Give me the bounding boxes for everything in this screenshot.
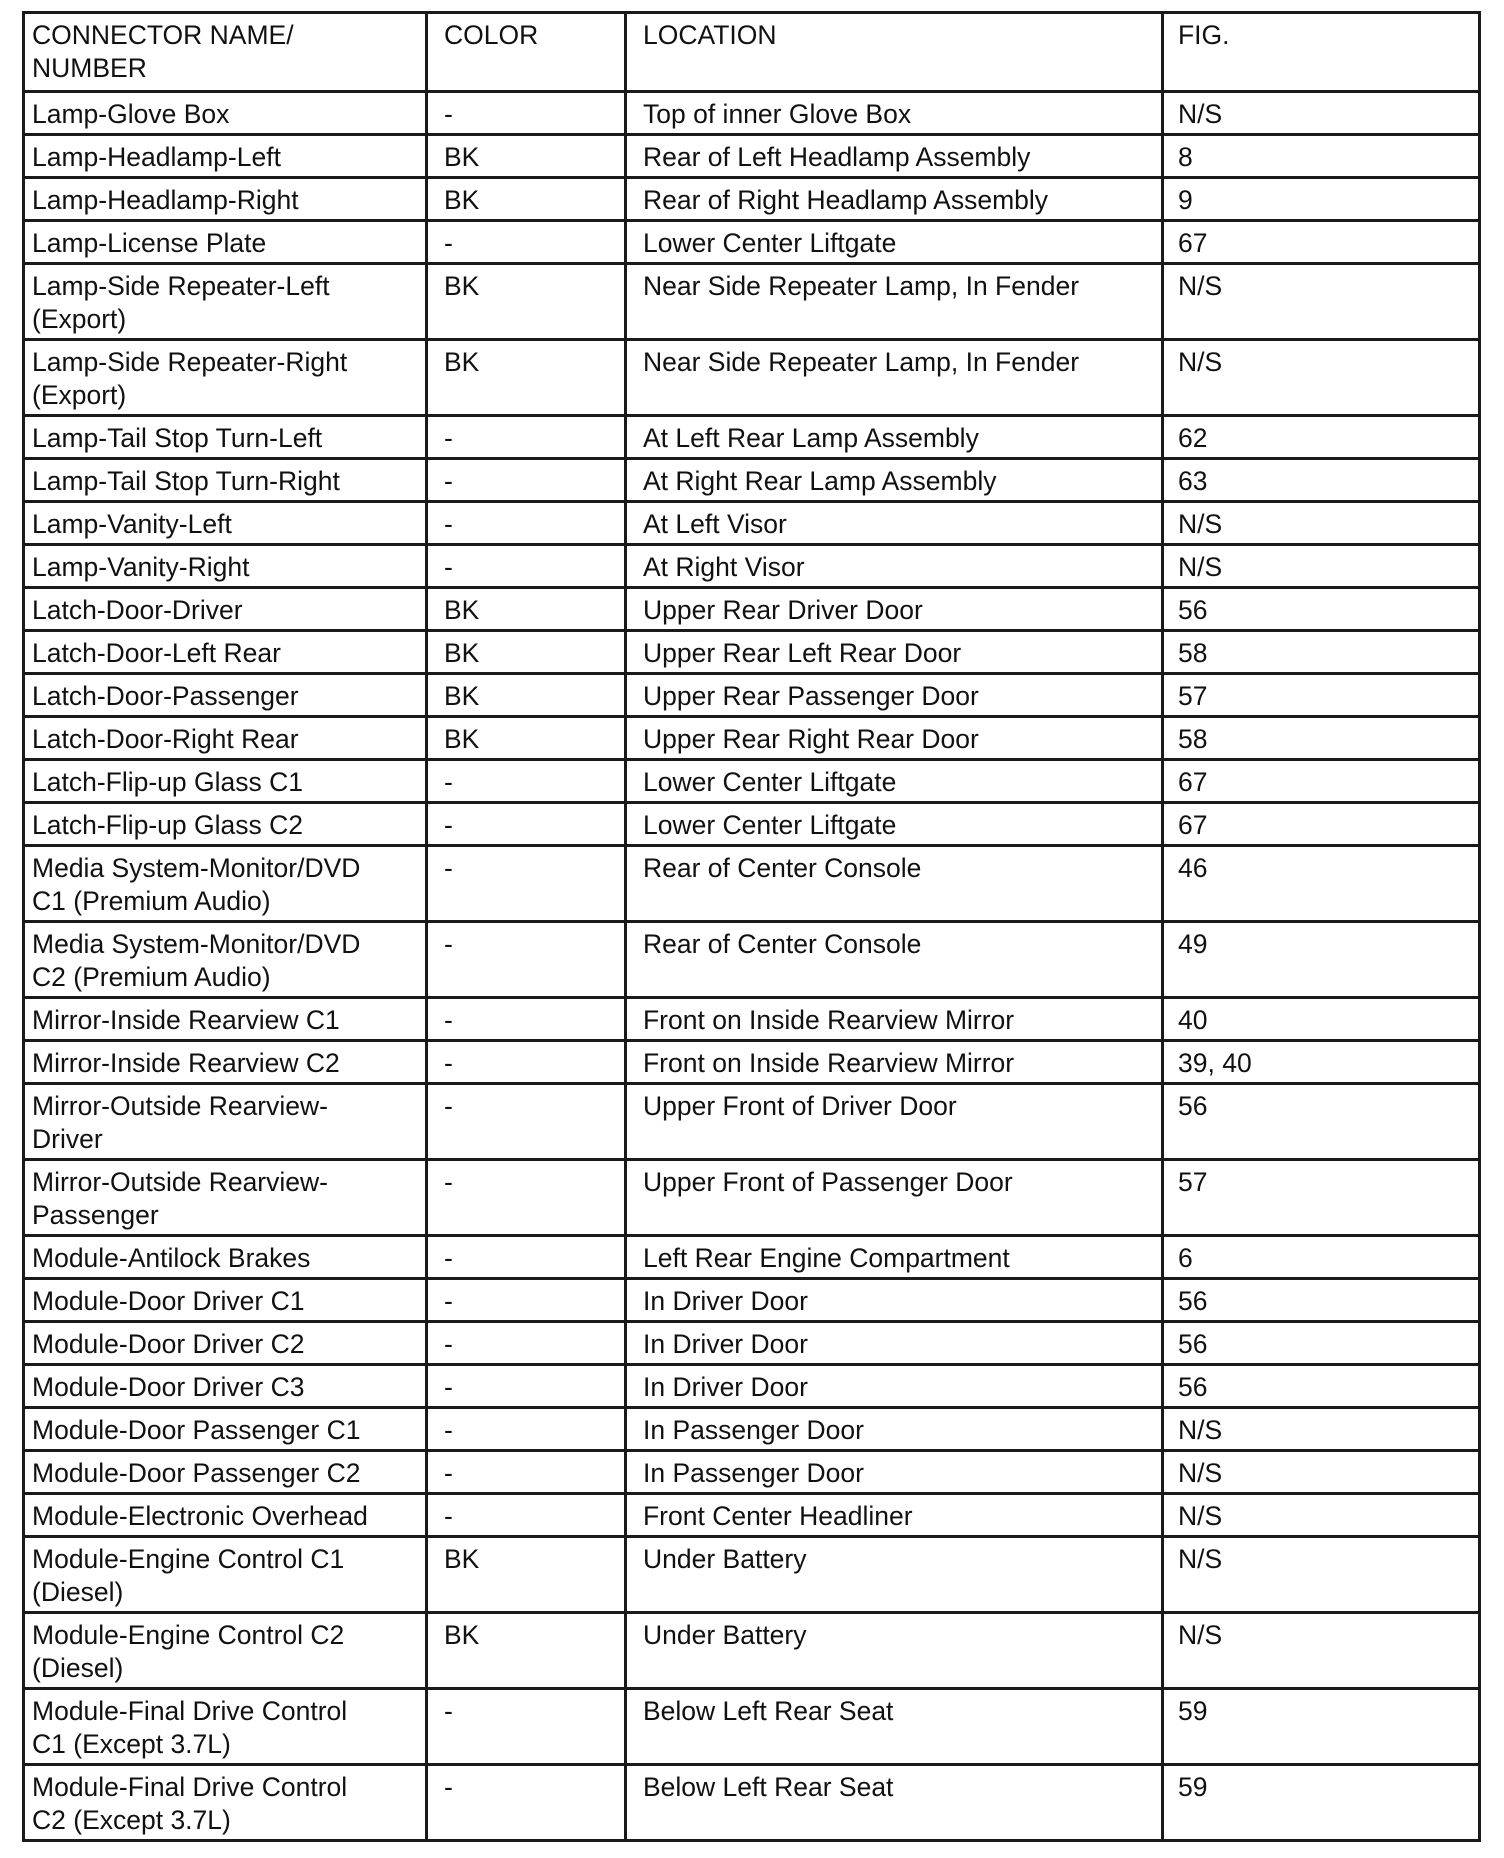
connector-name-cell (24, 717, 427, 760)
connector-fig: 62 (1163, 416, 1480, 459)
connector-color: BK (427, 631, 626, 674)
connector-location: In Driver Door (626, 1322, 1163, 1365)
table-row (24, 846, 1480, 922)
connector-fig: N/S (1163, 545, 1480, 588)
connector-name-cell (24, 1084, 427, 1160)
connector-name-cell (24, 416, 427, 459)
table-row (24, 545, 1480, 588)
connector-name-cell (24, 545, 427, 588)
table-row (24, 1322, 1480, 1365)
connector-name: Module-Door Passenger C1 (32, 1415, 361, 1445)
connector-fig: N/S (1163, 1494, 1480, 1537)
connector-fig: N/S (1163, 92, 1480, 135)
connector-name: Lamp-Vanity-Left (32, 509, 232, 539)
table-row (24, 1765, 1480, 1841)
table-row (24, 588, 1480, 631)
connector-color: - (427, 998, 626, 1041)
connector-name: Module-Door Driver C3 (32, 1372, 305, 1402)
connector-fig: 59 (1163, 1689, 1480, 1765)
connector-location: Upper Rear Driver Door (626, 588, 1163, 631)
connector-location: Upper Rear Right Rear Door (626, 717, 1163, 760)
connector-name-continued: (Export) (32, 304, 127, 334)
connector-name-cell (24, 1494, 427, 1537)
connector-color: BK (427, 178, 626, 221)
connector-fig: N/S (1163, 1613, 1480, 1689)
connector-name: Latch-Door-Driver (32, 595, 243, 625)
connector-location: Upper Rear Passenger Door (626, 674, 1163, 717)
connector-location: Near Side Repeater Lamp, In Fender (626, 264, 1163, 340)
connector-location: Under Battery (626, 1537, 1163, 1613)
connector-color: - (427, 1160, 626, 1236)
connector-name: Lamp-Side Repeater-Right (32, 347, 348, 377)
connector-name: Module-Final Drive Control (32, 1772, 348, 1802)
table-row (24, 674, 1480, 717)
header-row (24, 13, 1480, 92)
connector-location: Lower Center Liftgate (626, 760, 1163, 803)
connector-name-cell (24, 1160, 427, 1236)
connector-color: - (427, 1322, 626, 1365)
connector-name: Lamp-Side Repeater-Left (32, 271, 330, 301)
table-row (24, 1613, 1480, 1689)
connector-name-cell (24, 588, 427, 631)
connector-name: Latch-Door-Left Rear (32, 638, 281, 668)
connector-color: - (427, 1236, 626, 1279)
connector-name-cell (24, 1408, 427, 1451)
connector-name-cell (24, 340, 427, 416)
header-fig: FIG. (1163, 13, 1480, 92)
connector-fig: N/S (1163, 340, 1480, 416)
connector-name: Latch-Flip-up Glass C2 (32, 810, 303, 840)
connector-name-cell (24, 1365, 427, 1408)
connector-name: Module-Door Passenger C2 (32, 1458, 361, 1488)
table-row (24, 459, 1480, 502)
connector-name: Mirror-Outside Rearview- (32, 1167, 328, 1197)
table-row (24, 1084, 1480, 1160)
connector-name-cell (24, 1765, 427, 1841)
connector-fig: 63 (1163, 459, 1480, 502)
connector-name-cell (24, 135, 427, 178)
connector-fig: 59 (1163, 1765, 1480, 1841)
connector-fig: 67 (1163, 803, 1480, 846)
connector-name-continued: C2 (Except 3.7L) (32, 1805, 231, 1835)
connector-color: - (427, 416, 626, 459)
connector-name-continued: (Diesel) (32, 1653, 124, 1683)
connector-color: BK (427, 588, 626, 631)
connector-fig: 39, 40 (1163, 1041, 1480, 1084)
connector-location: At Right Rear Lamp Assembly (626, 459, 1163, 502)
connector-name: Mirror-Inside Rearview C1 (32, 1005, 340, 1035)
connector-name-cell (24, 178, 427, 221)
connector-name: Module-Electronic Overhead (32, 1501, 368, 1531)
table-row (24, 1537, 1480, 1613)
connector-name: Latch-Flip-up Glass C1 (32, 767, 303, 797)
connector-name: Module-Final Drive Control (32, 1696, 348, 1726)
connector-color: BK (427, 264, 626, 340)
table-row (24, 803, 1480, 846)
connector-name-cell (24, 631, 427, 674)
connector-fig: 56 (1163, 1322, 1480, 1365)
header-name-line1: CONNECTOR NAME/ (32, 20, 294, 50)
connector-name: Lamp-Glove Box (32, 99, 230, 129)
connector-color: - (427, 1279, 626, 1322)
connector-location: Front on Inside Rearview Mirror (626, 1041, 1163, 1084)
connector-name: Lamp-License Plate (32, 228, 267, 258)
connector-name-cell (24, 922, 427, 998)
connector-color: - (427, 502, 626, 545)
table-row (24, 1160, 1480, 1236)
connector-location: Rear of Left Headlamp Assembly (626, 135, 1163, 178)
connector-name-cell (24, 1322, 427, 1365)
connector-location: Rear of Center Console (626, 922, 1163, 998)
connector-name-continued: C2 (Premium Audio) (32, 962, 271, 992)
connector-name-cell (24, 264, 427, 340)
connector-fig: 67 (1163, 221, 1480, 264)
connector-location: In Passenger Door (626, 1408, 1163, 1451)
connector-location: In Driver Door (626, 1279, 1163, 1322)
connector-color: - (427, 803, 626, 846)
connector-name-continued: C1 (Premium Audio) (32, 886, 271, 916)
connector-name-cell (24, 1689, 427, 1765)
connector-name: Latch-Door-Right Rear (32, 724, 299, 754)
connector-location: At Left Rear Lamp Assembly (626, 416, 1163, 459)
connector-fig: N/S (1163, 1537, 1480, 1613)
connector-location: Below Left Rear Seat (626, 1689, 1163, 1765)
connector-fig: 8 (1163, 135, 1480, 178)
connector-color: - (427, 459, 626, 502)
connector-location: Upper Front of Passenger Door (626, 1160, 1163, 1236)
connector-name-cell (24, 1041, 427, 1084)
connector-fig: 67 (1163, 760, 1480, 803)
table-row (24, 1236, 1480, 1279)
table-row (24, 1689, 1480, 1765)
connector-fig: 58 (1163, 631, 1480, 674)
connector-name: Lamp-Headlamp-Right (32, 185, 299, 215)
connector-fig: 57 (1163, 674, 1480, 717)
connector-location: Rear of Right Headlamp Assembly (626, 178, 1163, 221)
table-row (24, 1279, 1480, 1322)
table-row (24, 264, 1480, 340)
header-location: LOCATION (626, 13, 1163, 92)
connector-name: Module-Engine Control C2 (32, 1620, 345, 1650)
header-connector-name (24, 13, 427, 92)
connector-name-continued: (Export) (32, 380, 127, 410)
connector-name-cell (24, 998, 427, 1041)
connector-color: BK (427, 1537, 626, 1613)
connector-color: - (427, 1084, 626, 1160)
connector-name-cell (24, 1613, 427, 1689)
connector-location: Below Left Rear Seat (626, 1765, 1163, 1841)
connector-fig: 58 (1163, 717, 1480, 760)
connector-color: - (427, 760, 626, 803)
connector-color: - (427, 1494, 626, 1537)
connector-color: - (427, 1689, 626, 1765)
connector-location: Upper Front of Driver Door (626, 1084, 1163, 1160)
connector-name-cell (24, 92, 427, 135)
connector-name: Latch-Door-Passenger (32, 681, 299, 711)
table-row (24, 760, 1480, 803)
connector-name-cell (24, 1537, 427, 1613)
connector-name-cell (24, 674, 427, 717)
connector-name: Media System-Monitor/DVD (32, 929, 361, 959)
table-row (24, 1041, 1480, 1084)
connector-name: Module-Door Driver C2 (32, 1329, 305, 1359)
connector-location: At Right Visor (626, 545, 1163, 588)
connector-color: - (427, 1451, 626, 1494)
connector-location: Lower Center Liftgate (626, 221, 1163, 264)
connector-fig: 6 (1163, 1236, 1480, 1279)
connector-color: - (427, 1365, 626, 1408)
connector-name-continued: Driver (32, 1124, 103, 1154)
connector-color: BK (427, 135, 626, 178)
connector-location: Top of inner Glove Box (626, 92, 1163, 135)
table-row (24, 717, 1480, 760)
connector-name-continued: Passenger (32, 1200, 159, 1230)
table-row (24, 1451, 1480, 1494)
table-row (24, 92, 1480, 135)
connector-name-cell (24, 1236, 427, 1279)
connector-fig: 9 (1163, 178, 1480, 221)
table-row (24, 340, 1480, 416)
connector-name-cell (24, 803, 427, 846)
connector-fig: 56 (1163, 1084, 1480, 1160)
connector-name: Mirror-Inside Rearview C2 (32, 1048, 340, 1078)
connector-location: Front Center Headliner (626, 1494, 1163, 1537)
table-row (24, 1494, 1480, 1537)
table-row (24, 502, 1480, 545)
connector-color: - (427, 922, 626, 998)
connector-location: At Left Visor (626, 502, 1163, 545)
table-row (24, 1365, 1480, 1408)
connector-color: - (427, 1408, 626, 1451)
connector-name-cell (24, 760, 427, 803)
connector-color: - (427, 92, 626, 135)
header-name-line2: NUMBER (32, 53, 147, 83)
connector-color: BK (427, 340, 626, 416)
connector-location: In Driver Door (626, 1365, 1163, 1408)
connector-color: BK (427, 1613, 626, 1689)
connector-name: Module-Door Driver C1 (32, 1286, 305, 1316)
connector-name: Module-Engine Control C1 (32, 1544, 345, 1574)
connector-location: Under Battery (626, 1613, 1163, 1689)
connector-fig: 57 (1163, 1160, 1480, 1236)
connector-table (22, 11, 1481, 1842)
connector-name-cell (24, 846, 427, 922)
table-row (24, 922, 1480, 998)
connector-fig: 46 (1163, 846, 1480, 922)
connector-name-cell (24, 221, 427, 264)
connector-name-cell (24, 1279, 427, 1322)
table-row (24, 135, 1480, 178)
connector-fig: N/S (1163, 502, 1480, 545)
connector-fig: 40 (1163, 998, 1480, 1041)
connector-fig: 56 (1163, 1279, 1480, 1322)
connector-name: Module-Antilock Brakes (32, 1243, 311, 1273)
connector-color: BK (427, 717, 626, 760)
connector-color: - (427, 545, 626, 588)
connector-name: Lamp-Tail Stop Turn-Left (32, 423, 323, 453)
connector-name-cell (24, 502, 427, 545)
connector-name-continued: C1 (Except 3.7L) (32, 1729, 231, 1759)
connector-fig: N/S (1163, 264, 1480, 340)
connector-fig: N/S (1163, 1408, 1480, 1451)
table-row (24, 631, 1480, 674)
connector-name-cell (24, 1451, 427, 1494)
connector-color: BK (427, 674, 626, 717)
table-row (24, 998, 1480, 1041)
connector-name: Lamp-Headlamp-Left (32, 142, 281, 172)
connector-name: Lamp-Vanity-Right (32, 552, 250, 582)
connector-color: - (427, 221, 626, 264)
table-row (24, 221, 1480, 264)
connector-location: Left Rear Engine Compartment (626, 1236, 1163, 1279)
connector-name-cell (24, 459, 427, 502)
header-color: COLOR (427, 13, 626, 92)
connector-name: Media System-Monitor/DVD (32, 853, 361, 883)
connector-location: Lower Center Liftgate (626, 803, 1163, 846)
connector-name: Mirror-Outside Rearview- (32, 1091, 328, 1121)
connector-color: - (427, 1041, 626, 1084)
connector-location: Upper Rear Left Rear Door (626, 631, 1163, 674)
connector-name-continued: (Diesel) (32, 1577, 124, 1607)
table-row (24, 178, 1480, 221)
connector-fig: 56 (1163, 1365, 1480, 1408)
table-row (24, 1408, 1480, 1451)
connector-location: Rear of Center Console (626, 846, 1163, 922)
connector-fig: 56 (1163, 588, 1480, 631)
connector-location: Near Side Repeater Lamp, In Fender (626, 340, 1163, 416)
connector-fig: N/S (1163, 1451, 1480, 1494)
connector-location: Front on Inside Rearview Mirror (626, 998, 1163, 1041)
connector-location: In Passenger Door (626, 1451, 1163, 1494)
connector-fig: 49 (1163, 922, 1480, 998)
table-row (24, 416, 1480, 459)
connector-name: Lamp-Tail Stop Turn-Right (32, 466, 340, 496)
connector-color: - (427, 846, 626, 922)
connector-color: - (427, 1765, 626, 1841)
